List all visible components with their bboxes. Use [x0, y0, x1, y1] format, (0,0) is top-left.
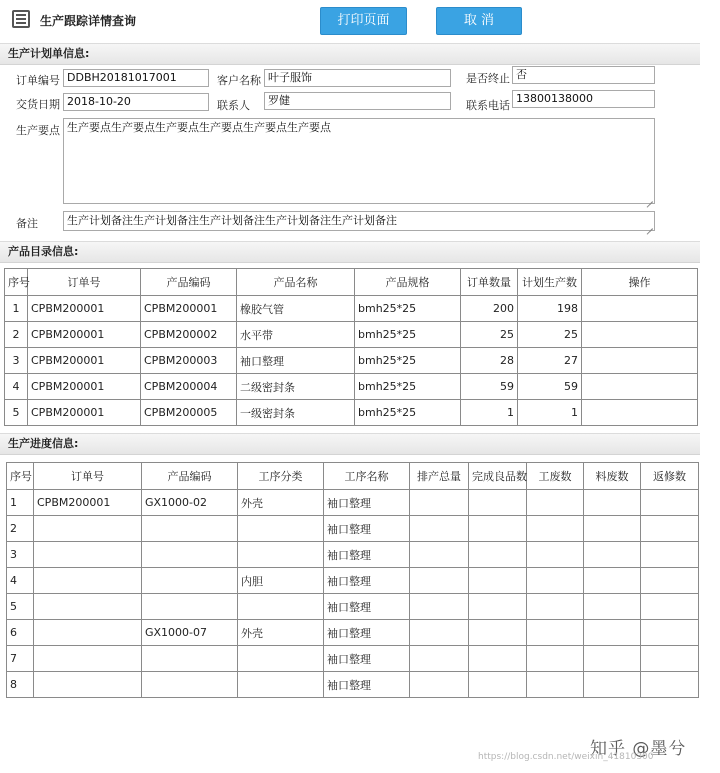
table-cell: 袖口整理 [324, 516, 410, 542]
table-cell: GX1000-07 [142, 620, 238, 646]
table-cell: 袖口整理 [324, 542, 410, 568]
table-cell [582, 400, 698, 426]
progress-table [6, 462, 699, 698]
table-cell: 28 [461, 348, 518, 374]
table-row[interactable] [7, 646, 699, 672]
table-cell [34, 620, 142, 646]
table-cell [469, 568, 527, 594]
table-cell: 8 [7, 672, 34, 698]
progress-table-header [7, 463, 699, 490]
column-header: 工废数 [527, 463, 584, 490]
key-points-textarea[interactable] [63, 118, 655, 204]
order-no-field[interactable]: DDBH20181017001 [63, 69, 209, 87]
table-cell [410, 620, 469, 646]
table-cell [238, 594, 324, 620]
column-header: 订单数量 [461, 269, 518, 296]
product-table [4, 268, 698, 426]
resize-handle-icon[interactable] [645, 194, 653, 202]
table-cell [469, 490, 527, 516]
table-cell: 4 [5, 374, 28, 400]
table-cell: 200 [461, 296, 518, 322]
table-cell [142, 646, 238, 672]
table-cell [142, 516, 238, 542]
table-cell [142, 594, 238, 620]
table-cell [641, 516, 699, 542]
table-cell: bmh25*25 [355, 400, 461, 426]
resize-handle-icon[interactable] [645, 221, 653, 229]
table-cell [584, 620, 641, 646]
table-row[interactable] [7, 620, 699, 646]
table-row[interactable] [5, 322, 698, 348]
table-cell [34, 646, 142, 672]
table-cell [238, 646, 324, 672]
table-cell [469, 516, 527, 542]
table-cell [582, 348, 698, 374]
product-section-header: 产品目录信息: [0, 241, 700, 263]
table-cell: 一级密封条 [237, 400, 355, 426]
table-cell [410, 490, 469, 516]
table-cell: 27 [518, 348, 582, 374]
table-cell [238, 672, 324, 698]
table-cell: 2 [7, 516, 34, 542]
table-cell [469, 620, 527, 646]
table-row[interactable] [5, 374, 698, 400]
table-cell [238, 516, 324, 542]
table-cell [34, 542, 142, 568]
product-table-header [5, 269, 698, 296]
delivery-date-field[interactable]: 2018-10-20 [63, 93, 209, 111]
table-cell: CPBM200004 [141, 374, 237, 400]
table-cell [34, 672, 142, 698]
watermark-logo: 知乎 @墨兮 [590, 739, 687, 759]
table-cell: 袖口整理 [324, 646, 410, 672]
column-header: 产品规格 [355, 269, 461, 296]
order-no-label: 订单编号 [16, 74, 60, 87]
table-cell [584, 646, 641, 672]
table-cell: 外壳 [238, 620, 324, 646]
table-cell [641, 542, 699, 568]
table-cell: CPBM200002 [141, 322, 237, 348]
table-cell [641, 568, 699, 594]
table-cell [34, 516, 142, 542]
table-cell: GX1000-02 [142, 490, 238, 516]
table-cell: CPBM200001 [141, 296, 237, 322]
table-cell: bmh25*25 [355, 348, 461, 374]
table-cell: 橡胶气管 [237, 296, 355, 322]
table-cell [527, 516, 584, 542]
table-cell [584, 672, 641, 698]
column-header: 操作 [582, 269, 698, 296]
table-cell: 4 [7, 568, 34, 594]
phone-label: 联系电话 [466, 99, 510, 112]
table-cell [410, 672, 469, 698]
table-cell [584, 594, 641, 620]
table-cell: 袖口整理 [237, 348, 355, 374]
table-cell: CPBM200001 [28, 322, 141, 348]
table-cell: CPBM200005 [141, 400, 237, 426]
column-header: 计划生产数 [518, 269, 582, 296]
table-cell [527, 620, 584, 646]
table-row[interactable] [7, 542, 699, 568]
print-button[interactable]: 打印页面 [320, 7, 407, 35]
table-cell: 25 [518, 322, 582, 348]
delivery-date-label: 交货日期 [16, 98, 60, 111]
column-header: 料废数 [584, 463, 641, 490]
contact-label: 联系人 [217, 99, 250, 112]
table-cell [410, 516, 469, 542]
table-row[interactable] [7, 490, 699, 516]
table-cell: 袖口整理 [324, 568, 410, 594]
table-cell [527, 646, 584, 672]
table-cell [527, 594, 584, 620]
table-cell [582, 374, 698, 400]
table-row[interactable] [5, 400, 698, 426]
table-cell [142, 542, 238, 568]
table-cell: 198 [518, 296, 582, 322]
table-row[interactable] [5, 296, 698, 322]
table-row[interactable] [5, 348, 698, 374]
terminated-label: 是否终止 [466, 72, 510, 85]
table-cell: 袖口整理 [324, 672, 410, 698]
column-header: 序号 [7, 463, 34, 490]
table-cell: 5 [5, 400, 28, 426]
table-cell: CPBM200003 [141, 348, 237, 374]
table-row[interactable] [7, 516, 699, 542]
key-points-label: 生产要点 [16, 124, 60, 137]
list-icon [12, 10, 30, 28]
table-cell: bmh25*25 [355, 296, 461, 322]
table-cell: 1 [461, 400, 518, 426]
table-row[interactable] [7, 568, 699, 594]
remark-text: 生产计划备注生产计划备注生产计划备注生产计划备注生产计划备注 [67, 214, 397, 227]
table-cell: CPBM200001 [34, 490, 142, 516]
table-row[interactable] [7, 672, 699, 698]
table-cell [527, 542, 584, 568]
table-cell: 1 [5, 296, 28, 322]
table-cell: 内胆 [238, 568, 324, 594]
table-cell [527, 568, 584, 594]
column-header: 工序名称 [324, 463, 410, 490]
table-cell: CPBM200001 [28, 296, 141, 322]
table-cell: 袖口整理 [324, 594, 410, 620]
table-cell: 1 [518, 400, 582, 426]
table-cell [584, 490, 641, 516]
table-cell [582, 296, 698, 322]
table-cell: bmh25*25 [355, 322, 461, 348]
table-cell [641, 490, 699, 516]
table-cell: CPBM200001 [28, 374, 141, 400]
table-cell [142, 672, 238, 698]
column-header: 订单号 [34, 463, 142, 490]
table-cell: 59 [461, 374, 518, 400]
terminated-field[interactable]: 否 [512, 66, 655, 84]
table-cell [469, 646, 527, 672]
watermark-url: https://blog.csdn.net/weixin_41810300 [478, 752, 654, 762]
contact-field[interactable]: 罗健 [264, 92, 451, 110]
table-cell [469, 594, 527, 620]
table-cell [584, 568, 641, 594]
top-bar [0, 0, 720, 40]
column-header: 订单号 [28, 269, 141, 296]
column-header: 排产总量 [410, 463, 469, 490]
cancel-button[interactable]: 取 消 [436, 7, 522, 35]
page-title: 生产跟踪详情查询 [40, 14, 137, 28]
column-header: 产品编码 [142, 463, 238, 490]
table-cell [641, 672, 699, 698]
table-cell [527, 490, 584, 516]
table-cell: 25 [461, 322, 518, 348]
table-cell [582, 322, 698, 348]
table-cell: 3 [7, 542, 34, 568]
table-cell [410, 646, 469, 672]
table-cell: 3 [5, 348, 28, 374]
column-header: 工序分类 [238, 463, 324, 490]
column-header: 完成良品数 [469, 463, 527, 490]
table-cell [410, 542, 469, 568]
column-header: 产品编码 [141, 269, 237, 296]
column-header: 返修数 [641, 463, 699, 490]
table-cell [584, 516, 641, 542]
table-cell [238, 542, 324, 568]
column-header: 序号 [5, 269, 28, 296]
table-cell: 5 [7, 594, 34, 620]
table-cell: 二级密封条 [237, 374, 355, 400]
customer-field[interactable]: 叶子服饰 [264, 69, 451, 87]
phone-field[interactable]: 13800138000 [512, 90, 655, 108]
table-cell: 6 [7, 620, 34, 646]
table-cell [641, 594, 699, 620]
key-points-text: 生产要点生产要点生产要点生产要点生产要点生产要点 [67, 121, 331, 134]
table-cell [34, 568, 142, 594]
table-cell [142, 568, 238, 594]
table-cell [410, 594, 469, 620]
table-cell [527, 672, 584, 698]
table-cell [469, 672, 527, 698]
table-cell: CPBM200001 [28, 348, 141, 374]
table-cell: 袖口整理 [324, 490, 410, 516]
table-cell: 1 [7, 490, 34, 516]
table-cell: 7 [7, 646, 34, 672]
table-cell: CPBM200001 [28, 400, 141, 426]
column-header: 产品名称 [237, 269, 355, 296]
table-cell: 2 [5, 322, 28, 348]
table-cell: 59 [518, 374, 582, 400]
remark-label: 备注 [16, 217, 38, 230]
table-cell [584, 542, 641, 568]
customer-label: 客户名称 [217, 74, 261, 87]
plan-section-header: 生产计划单信息: [0, 43, 700, 65]
table-cell [34, 594, 142, 620]
table-cell: 水平带 [237, 322, 355, 348]
progress-section-header: 生产进度信息: [0, 433, 700, 455]
table-cell [469, 542, 527, 568]
table-cell: 外壳 [238, 490, 324, 516]
table-cell: bmh25*25 [355, 374, 461, 400]
table-cell [410, 568, 469, 594]
remark-textarea[interactable] [63, 211, 655, 231]
table-cell [641, 646, 699, 672]
table-cell [641, 620, 699, 646]
table-cell: 袖口整理 [324, 620, 410, 646]
table-row[interactable] [7, 594, 699, 620]
